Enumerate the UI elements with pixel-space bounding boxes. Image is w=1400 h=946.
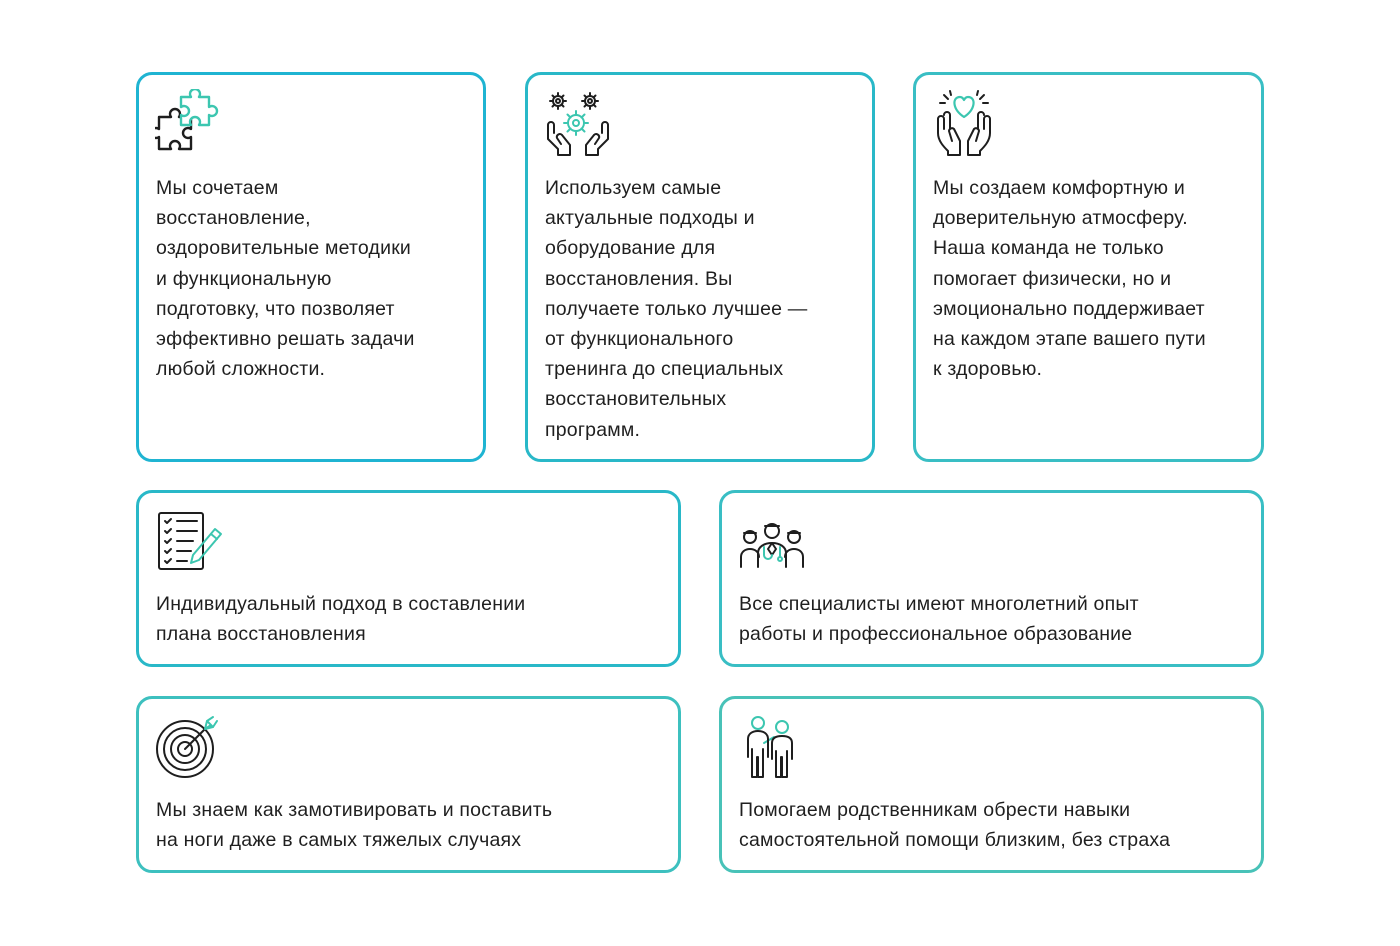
target-icon xyxy=(155,713,223,781)
feature-card-modern-approach xyxy=(525,72,875,462)
medical-team-icon xyxy=(738,507,806,575)
feature-card-motivation xyxy=(136,696,681,873)
card-description: Используем самые актуальные подходы и оборудование для восстановления. Вы получаете только лучшее — от функционального тренинга до специальных восстановительных программ. xyxy=(545,177,808,441)
card-description: Все специалисты имеют многолетний опыт работы и профессиональное образование xyxy=(739,593,1139,646)
card-description: Мы сочетаем восстановление, оздоровительные методики и функциональную подготовку, что позволяет эффективно решать задачи любой сложности. xyxy=(156,177,415,381)
feature-card-individual-plan xyxy=(136,490,681,667)
card-description: Индивидуальный подход в составлении плана восстановления xyxy=(156,593,526,646)
feature-card-specialists xyxy=(719,490,1264,667)
card-description: Помогаем родственникам обрести навыки самостоятельной помощи близким, без страха xyxy=(739,799,1171,852)
checklist-pen-icon xyxy=(155,507,223,575)
card-description: Мы создаем комфортную и доверительную атмосферу. Наша команда не только помогает физически, но и эмоционально поддерживает на каждом этапе вашего пути к здоровью. xyxy=(933,177,1206,381)
feature-card-atmosphere xyxy=(913,72,1264,462)
feature-card-comprehensive xyxy=(136,72,486,462)
gears-hands-icon xyxy=(544,89,612,157)
card-description: Мы знаем как замотивировать и поставить на ноги даже в самых тяжелых случаях xyxy=(156,799,553,852)
family-support-icon xyxy=(738,713,806,781)
feature-card-family-support xyxy=(719,696,1264,873)
puzzle-icon xyxy=(155,89,223,157)
heart-hands-icon xyxy=(932,89,1000,157)
